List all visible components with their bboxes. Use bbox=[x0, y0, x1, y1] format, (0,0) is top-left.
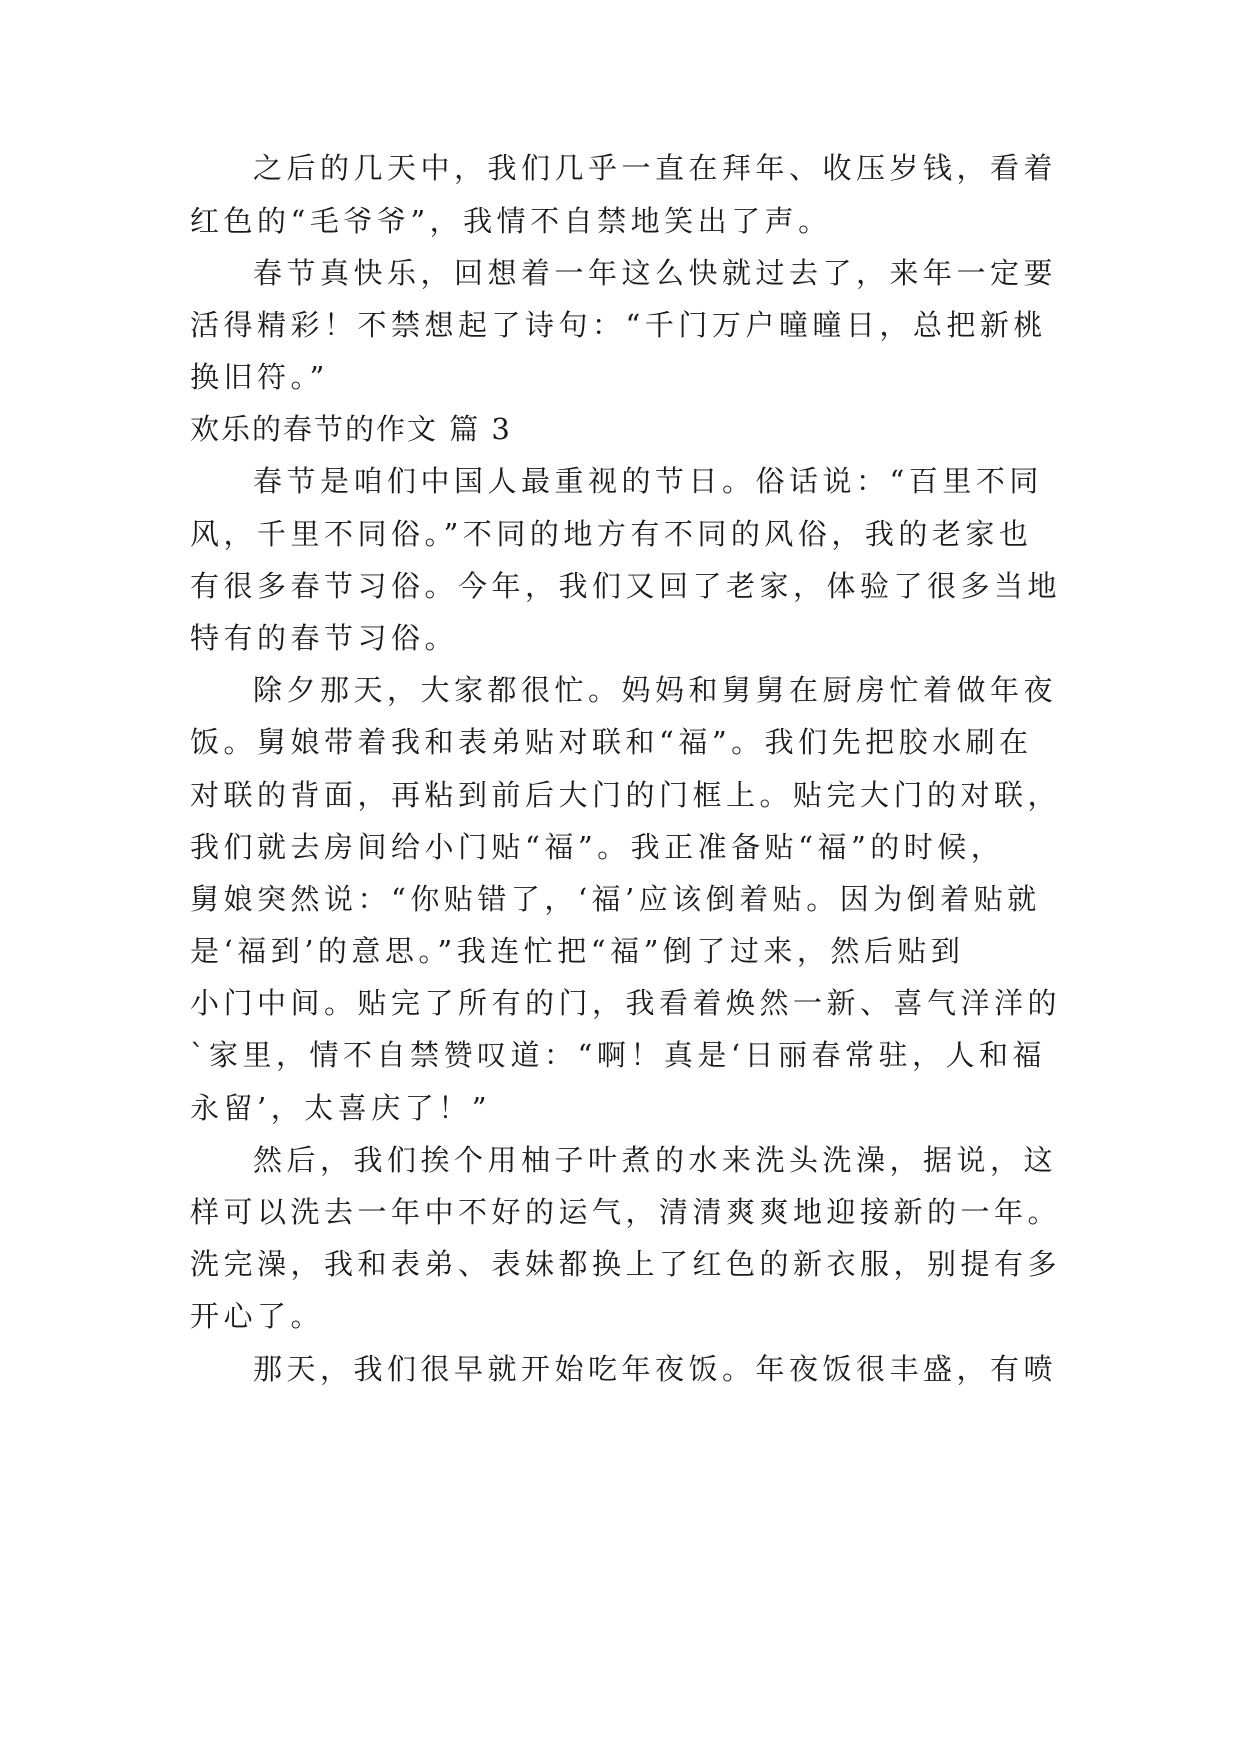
paragraph-line: 换旧符。” bbox=[190, 360, 329, 394]
paragraph-line: 洗完澡，我和表弟、表妹都换上了红色的新衣服，别提有多 bbox=[190, 1247, 1062, 1281]
paragraph-line: 春节真快乐，回想着一年这么快就过去了，来年一定要 bbox=[253, 256, 1058, 290]
paragraph-line: 活得精彩！不禁想起了诗句：“千门万户曈曈日，总把新桃 bbox=[190, 308, 1047, 342]
paragraph-line: 对联的背面，再粘到前后大门的门框上。贴完大门的对联， bbox=[190, 778, 1062, 812]
paragraph-line: 特有的春节习俗。 bbox=[190, 621, 459, 655]
paragraph-line: 舅娘突然说：“你贴错了，‘福’应该倒着贴。因为倒着贴就 bbox=[190, 882, 1041, 916]
paragraph-line: 那天，我们很早就开始吃年夜饭。年夜饭很丰盛，有喷 bbox=[253, 1352, 1058, 1386]
paragraph-line: 风，千里不同俗。”不同的地方有不同的风俗，我的老家也 bbox=[190, 517, 1033, 551]
paragraph-line: 饭。舅娘带着我和表弟贴对联和“福”。我们先把胶水刷在 bbox=[190, 725, 1033, 759]
paragraph-line: `家里，情不自禁赞叹道：“啊！真是‘日丽春常驻，人和福 bbox=[190, 1038, 1047, 1072]
paragraph-line: 小门中间。贴完了所有的门，我看着焕然一新、喜气洋洋的 bbox=[190, 986, 1062, 1020]
paragraph-line: 开心了。 bbox=[190, 1299, 325, 1333]
paragraph-line: 除夕那天，大家都很忙。妈妈和舅舅在厨房忙着做年夜 bbox=[253, 673, 1058, 707]
paragraph-line: 样可以洗去一年中不好的运气，清清爽爽地迎接新的一年。 bbox=[190, 1195, 1062, 1229]
paragraph-line: 有很多春节习俗。今年，我们又回了老家，体验了很多当地 bbox=[190, 569, 1062, 603]
paragraph-line: 红色的“毛爷爷”，我情不自禁地笑出了声。 bbox=[190, 204, 832, 238]
paragraph-line: 然后，我们挨个用柚子叶煮的水来洗头洗澡，据说，这 bbox=[253, 1143, 1058, 1177]
paragraph-line: 永留’，太喜庆了！” bbox=[190, 1091, 492, 1125]
paragraph-line: 我们就去房间给小门贴“福”。我正准备贴“福”的时候， bbox=[190, 830, 1005, 864]
paragraph-line: 是‘福到’的意思。”我连忙把“福”倒了过来，然后贴到 bbox=[190, 934, 965, 968]
section-heading: 欢乐的春节的作文 篇 3 bbox=[190, 412, 512, 446]
paragraph-line: 之后的几天中，我们几乎一直在拜年、收压岁钱，看着 bbox=[253, 151, 1058, 185]
paragraph-line: 春节是咱们中国人最重视的节日。俗话说：“百里不同 bbox=[253, 464, 1043, 498]
